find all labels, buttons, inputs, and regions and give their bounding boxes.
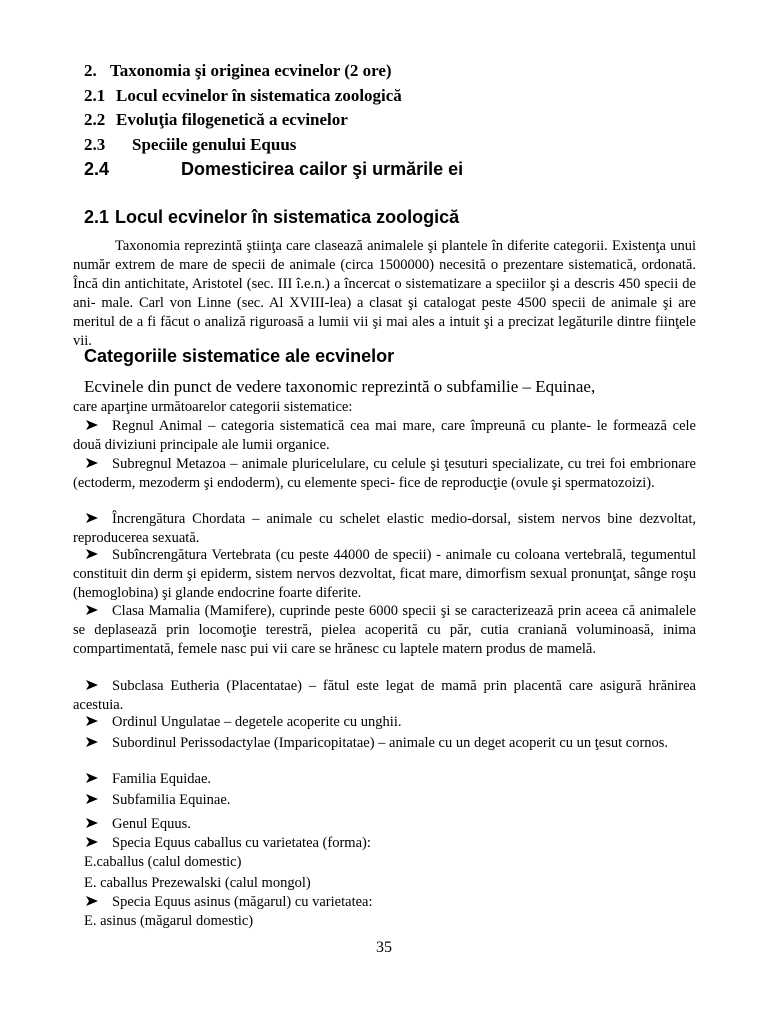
arrow-bullet-icon xyxy=(85,772,99,784)
section-heading: 2.1 Locul ecvinelor în sistematica zoologică xyxy=(84,207,460,227)
arrow-bullet-icon xyxy=(85,419,99,431)
list-item: Specia Equus asinus (măgarul) cu varietatea: xyxy=(73,893,696,912)
list-item: Clasa Mamalia (Mamifere), cuprinde peste 6000 specii şi se caracterizează prin aceea că animalele se deplasează prin locomoţie terestră, pielea acoperită cu păr, cutia craniană voluminoasă, inima compartimentată, femele nasc pui vii care se hrănesc cu laptele matern produs de mamelă. xyxy=(73,603,696,657)
arrow-bullet-icon xyxy=(85,895,99,907)
subheading: Categoriile sistematice ale ecvinelor xyxy=(84,346,395,366)
page-number: 35 xyxy=(376,939,392,956)
arrow-bullet-icon xyxy=(85,548,99,560)
list-item: Subîncrengătura Vertebrata (cu peste 44000 de specii) - animale cu coloana vertebrală, tegumentul constituit din derm şi epiderm, sistem nervos dezvoltat, ficat mare, dimorfism sexual pronunţat, sânge roşu (hemoglobina) şi glande endocrine foarte diferite. xyxy=(73,547,696,601)
arrow-bullet-icon xyxy=(85,736,99,748)
arrow-bullet-icon xyxy=(85,512,99,524)
arrow-bullet-icon xyxy=(85,604,99,616)
list-item: Subordinul Perissodactylae (Imparicopitatae) – animale cu un deget acoperit cu un ţesut cornos. xyxy=(73,734,696,753)
intro-paragraph: Taxonomia reprezintă ştiinţa care clasează animalele şi plantele în diferite categorii. Existenţa unui număr extrem de mare de specii de animale (circa 1500000) necesită o prezentare sistematică, ordonată. Încă din antichitate, Aristotel (sec. III î.e.n.) a încercat o sistematizare a speciilor şi a descris 450 specii de ani- male. Carl von Linne (sec. Al XVIII-lea) a clasat şi catalogat peste 4500 specii de animale şi are meritul de a fi făcut o analiză riguroasă a lumii vii şi mai ales a intuit şi a precizat legăturile dintre fiinţele vii. xyxy=(73,238,696,349)
list-item: Regnul Animal – categoria sistematică cea mai mare, care împreună cu plante- le formează cele două diviziuni principale ale lumii organice. xyxy=(73,418,696,453)
toc-entry-2: 2. Taxonomia şi originea ecvinelor (2 ore) xyxy=(84,61,392,80)
variety-line: E.caballus (calul domestic) xyxy=(84,854,242,870)
toc-entry-2-4: 2.4 Domesticirea cailor şi urmările ei xyxy=(84,159,464,179)
list-item: Încrengătura Chordata – animale cu schelet elastic medio-dorsal, sistem nervos bine dezvoltat, reproducerea sexuată. xyxy=(73,511,696,546)
variety-line: E. asinus (măgarul domestic) xyxy=(84,913,254,929)
arrow-bullet-icon xyxy=(85,817,99,829)
lead-text: Ecvinele din punct de vedere taxonomic reprezintă o subfamilie – Equinae, xyxy=(84,377,596,396)
arrow-bullet-icon xyxy=(85,715,99,727)
list-item: Genul Equus. xyxy=(73,815,696,834)
list-item: Familia Equidae. xyxy=(73,770,696,789)
arrow-bullet-icon xyxy=(85,679,99,691)
list-item: Subclasa Eutheria (Placentatae) – fătul este legat de mamă prin placentă care asigură hrănirea acestuia. xyxy=(73,678,696,713)
variety-line: E. caballus Prezewalski (calul mongol) xyxy=(84,875,311,891)
list-item: Ordinul Ungulatae – degetele acoperite cu unghii. xyxy=(73,713,696,732)
list-item: Subfamilia Equinae. xyxy=(73,791,696,810)
toc-entry-2-1: 2.1 Locul ecvinelor în sistematica zoologică xyxy=(84,86,402,105)
arrow-bullet-icon xyxy=(85,457,99,469)
list-item: Subregnul Metazoa – animale pluricelulare, cu celule şi ţesuturi specializate, cu trei foi embrionare (ectoderm, mezoderm şi endoderm), cu elemente speci- fice de reproducţie (ovule şi spermatozoizi). xyxy=(73,456,696,491)
lead-continuation: care aparţine următoarelor categorii sistematice: xyxy=(73,399,353,415)
toc-entry-2-2: 2.2 Evoluţia filogenetică a ecvinelor xyxy=(84,110,348,129)
arrow-bullet-icon xyxy=(85,793,99,805)
arrow-bullet-icon xyxy=(85,836,99,848)
list-item: Specia Equus caballus cu varietatea (forma): xyxy=(73,834,696,853)
toc-entry-2-3: 2.3 Speciile genului Equus xyxy=(84,135,297,154)
